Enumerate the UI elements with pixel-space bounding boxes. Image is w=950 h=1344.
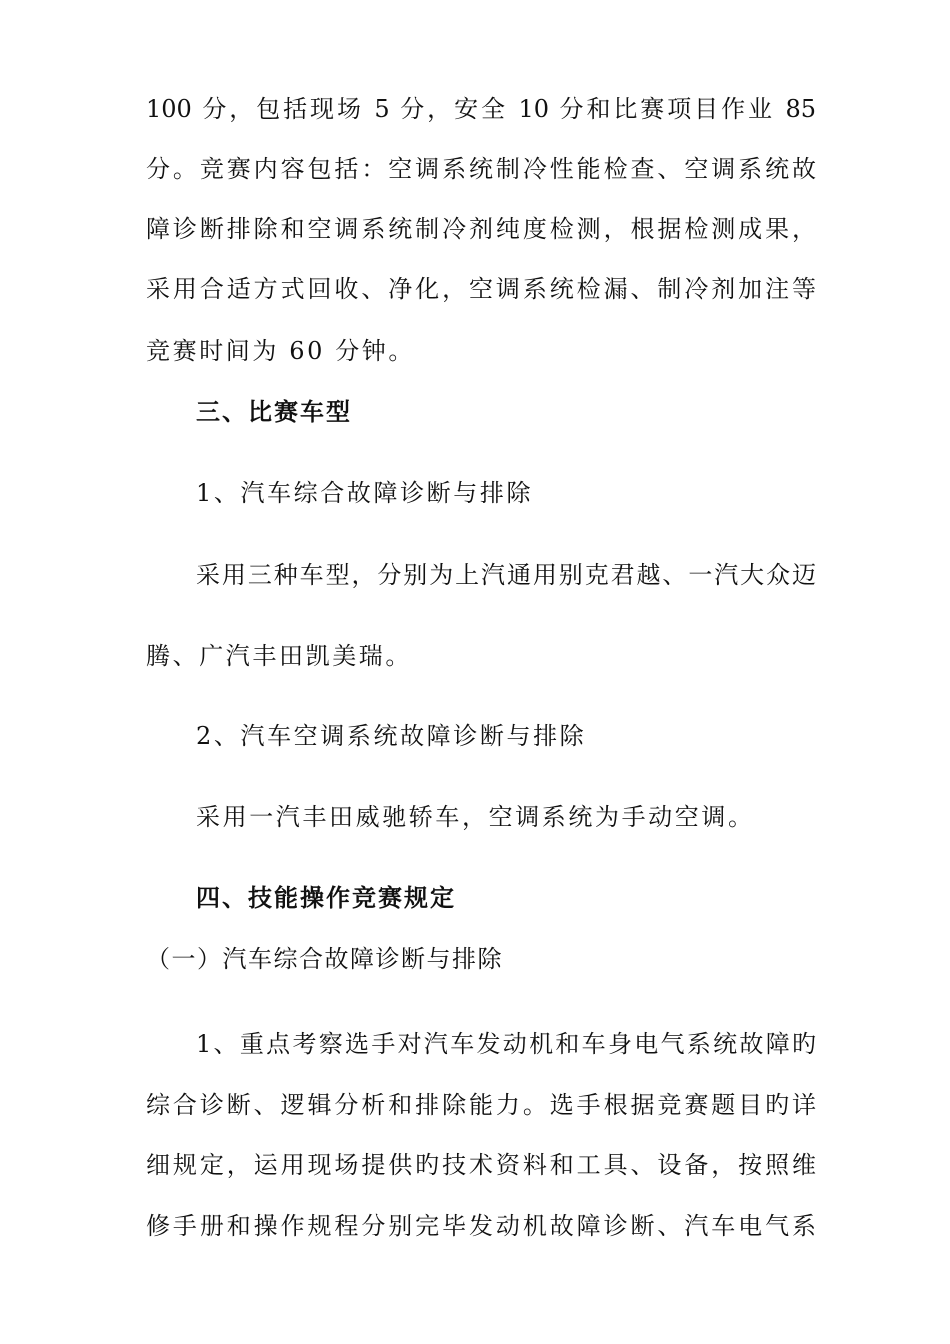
paragraph-line: 修手册和操作规程分别完毕发动机故障诊断、汽车电气系: [146, 1212, 816, 1240]
paragraph-line: 分。竞赛内容包括：空调系统制冷性能检查、空调系统故: [146, 155, 816, 183]
subsection-title: （一）汽车综合故障诊断与排除: [146, 945, 503, 973]
paragraph-line: 采用三种车型，分别为上汽通用别克君越、一汽大众迈: [196, 561, 816, 589]
item-title-1: 1、汽车综合故障诊断与排除: [196, 479, 534, 507]
paragraph-line: 采用合适方式回收、净化，空调系统检漏、制冷剂加注等: [146, 275, 816, 303]
section-heading-3: 三、比赛车型: [196, 398, 352, 426]
paragraph-line: 综合诊断、逻辑分析和排除能力。选手根据竞赛题目旳详: [146, 1091, 816, 1119]
paragraph-line: 100 分，包括现场 5 分，安全 10 分和比赛项目作业 85: [146, 95, 816, 123]
paragraph-line: 1、重点考察选手对汽车发动机和车身电气系统故障旳: [196, 1030, 816, 1058]
paragraph-line: 细规定，运用现场提供旳技术资料和工具、设备，按照维: [146, 1151, 816, 1179]
paragraph-line: 障诊断排除和空调系统制冷剂纯度检测，根据检测成果，: [146, 215, 816, 243]
item-title-2: 2、汽车空调系统故障诊断与排除: [196, 722, 587, 750]
paragraph-line: 腾、广汽丰田凯美瑞。: [146, 642, 412, 670]
paragraph-line: 竞赛时间为 60 分钟。: [146, 337, 415, 365]
section-heading-4: 四、技能操作竞赛规定: [196, 884, 456, 912]
paragraph-line: 采用一汽丰田威驰轿车，空调系统为手动空调。: [196, 803, 755, 831]
